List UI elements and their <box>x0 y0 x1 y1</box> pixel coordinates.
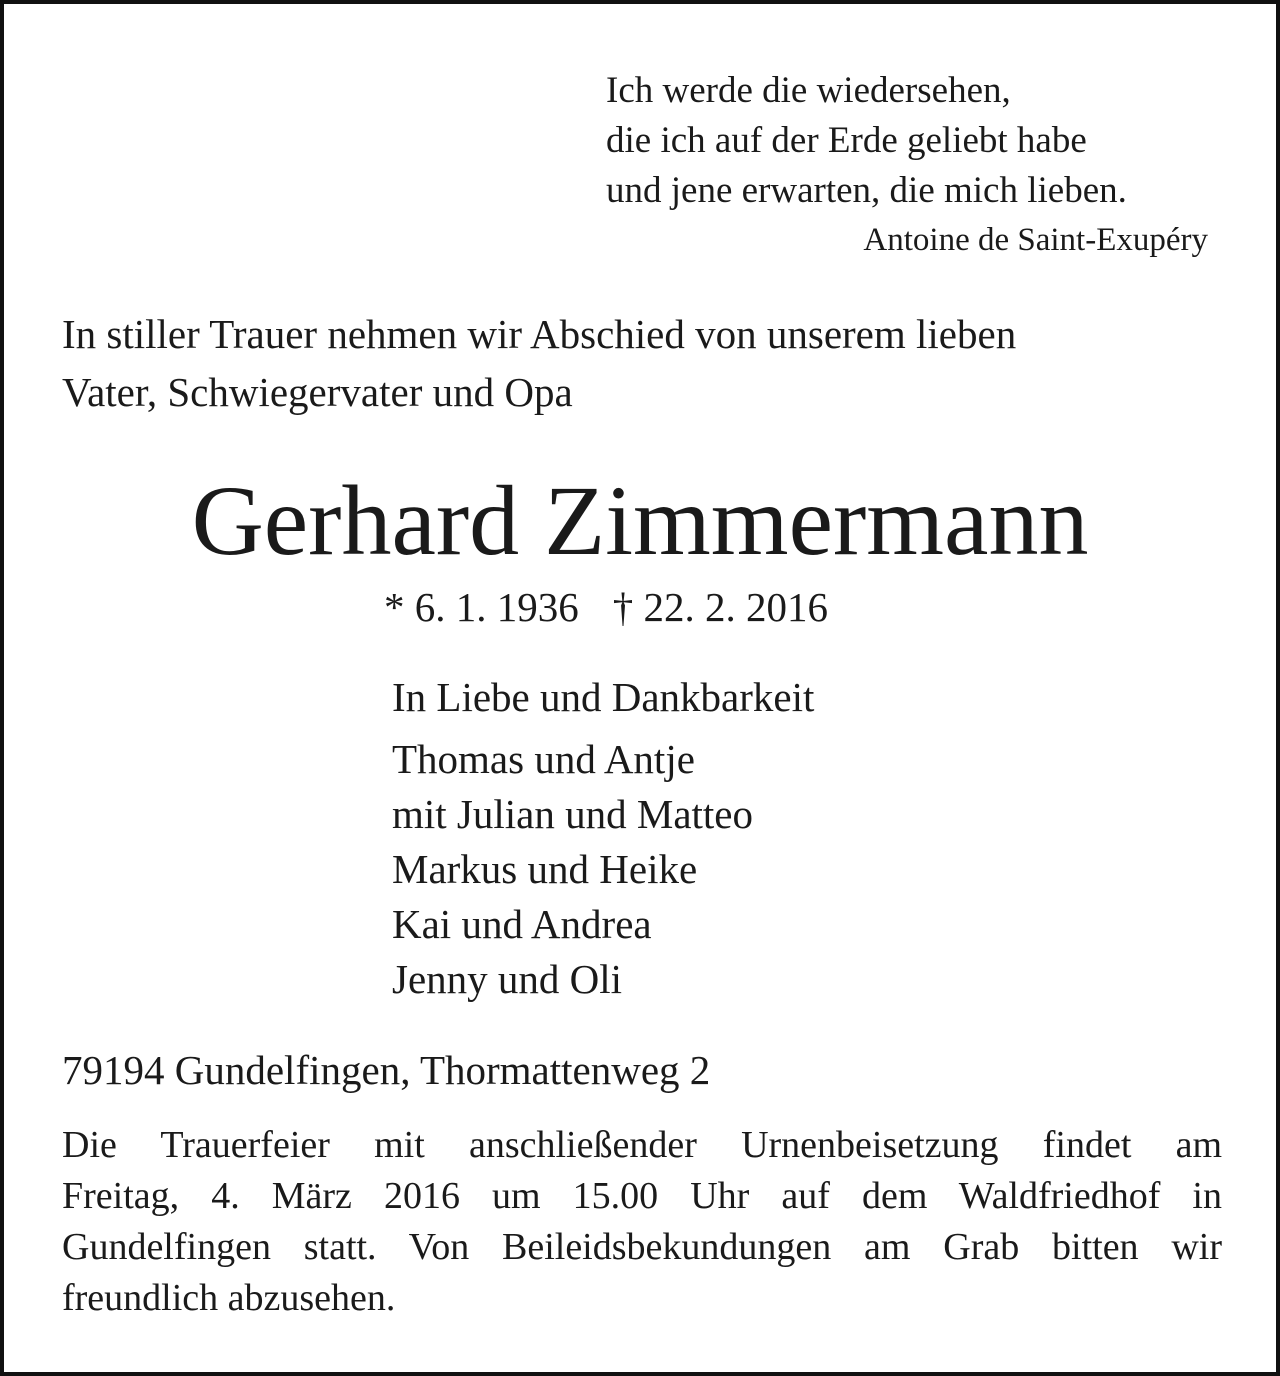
birth-date: * 6. 1. 1936 <box>384 584 579 630</box>
notice-line: Freitag, 4. März 2016 um 15.00 Uhr auf dem Waldfriedhof in <box>62 1175 1222 1217</box>
ceremony-notice <box>62 1120 1222 1324</box>
notice-line: Die Trauerfeier mit anschließender Urnenbeisetzung findet am <box>62 1124 1222 1166</box>
mourner-line: Kai und Andrea <box>392 901 652 947</box>
notice-line: freundlich abzusehen. <box>62 1277 396 1319</box>
mourner-line: Markus und Heike <box>392 846 698 892</box>
quote-line: die ich auf der Erde geliebt habe <box>606 120 1087 161</box>
quote-line: Ich werde die wiedersehen, <box>606 70 1011 111</box>
notice-line: Gundelfingen statt. Von Beileidsbekundungen am Grab bitten wir <box>62 1226 1222 1268</box>
quote-author: Antoine de Saint-Exupéry <box>863 222 1208 258</box>
mourners-heading: In Liebe und Dankbarkeit <box>392 674 815 720</box>
address: 79194 Gundelfingen, Thormattenweg 2 <box>62 1047 711 1093</box>
intro-line: Vater, Schwiegervater und Opa <box>62 369 573 415</box>
deceased-name: Gerhard Zimmermann <box>191 465 1089 576</box>
mourner-line: Thomas und Antje <box>392 736 695 782</box>
intro-line: In stiller Trauer nehmen wir Abschied von unserem lieben <box>62 311 1017 357</box>
life-dates <box>384 582 828 632</box>
mourner-line: mit Julian und Matteo <box>392 791 753 837</box>
death-date: † 22. 2. 2016 <box>612 584 828 630</box>
mourner-line: Jenny und Oli <box>392 956 623 1002</box>
quote-line: und jene erwarten, die mich lieben. <box>606 170 1127 211</box>
